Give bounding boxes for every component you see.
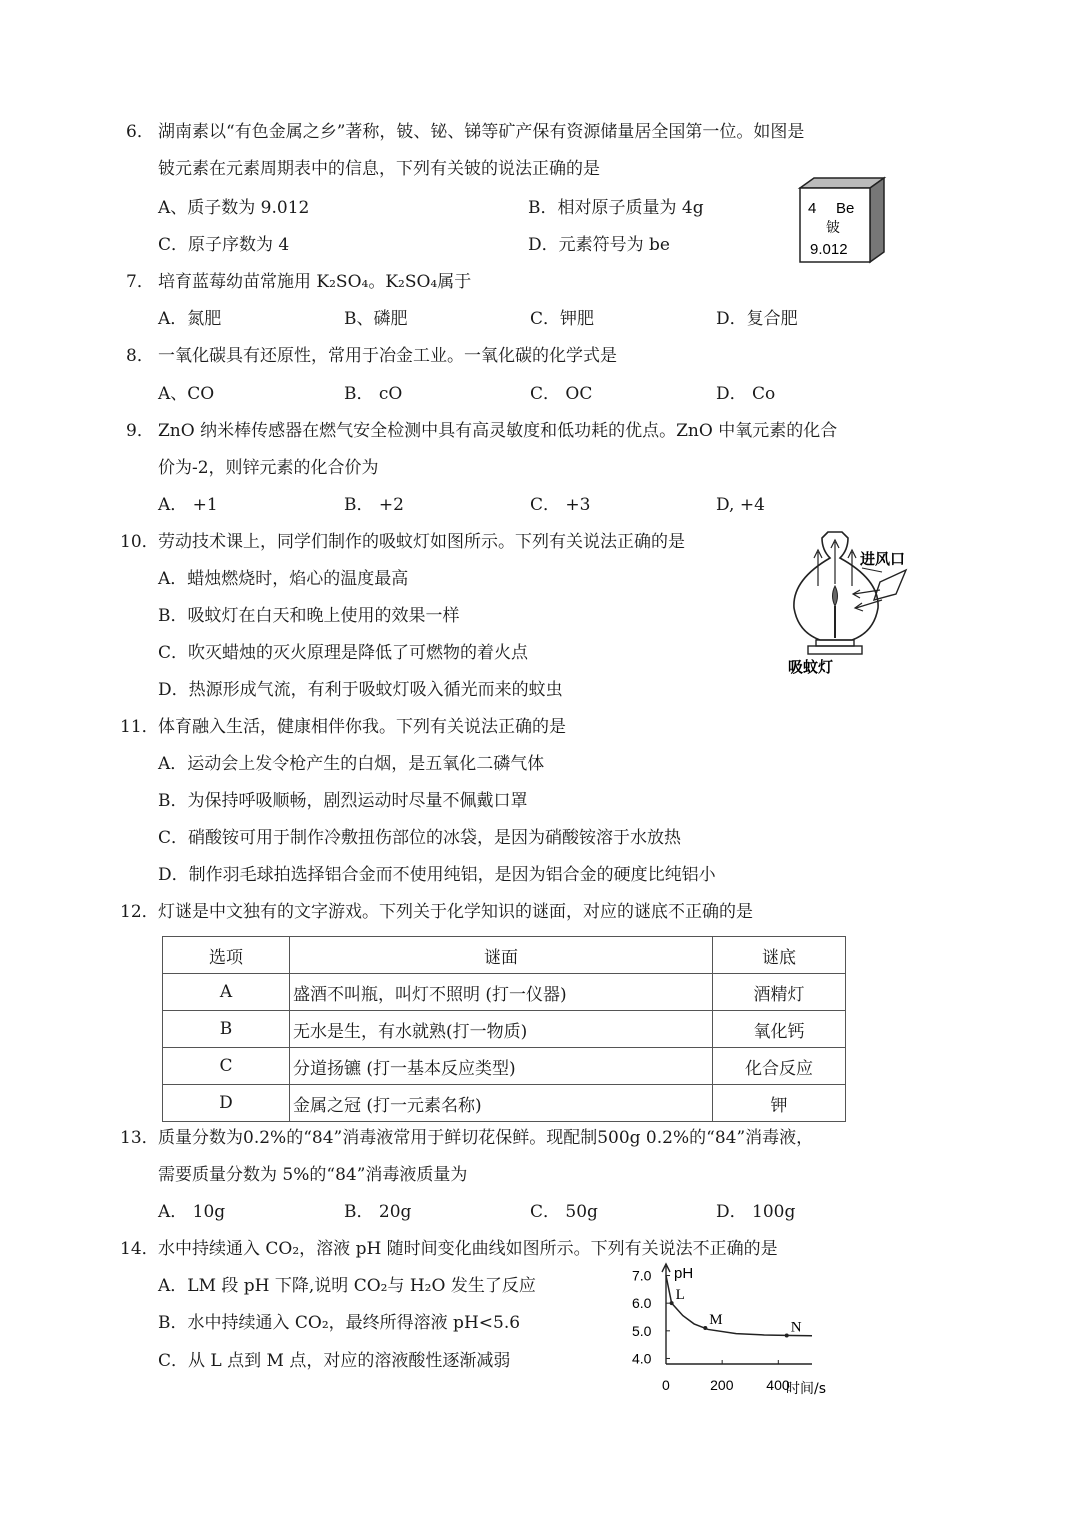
q9-option-c: C． +3	[530, 495, 591, 515]
q11-number: 11．	[120, 717, 159, 737]
q9-option-a: A． +1	[158, 495, 218, 515]
row-riddle: 金属之冠 (打一元素名称)	[290, 1085, 713, 1122]
row-riddle: 无水是生，有水就熟(打一物质)	[290, 1011, 713, 1048]
q6-option-a: A、质子数为 9.012	[158, 198, 310, 218]
q7-stem: 培育蓝莓幼苗常施用 K₂SO₄。K₂SO₄属于	[158, 272, 472, 292]
point-label-n: N	[790, 1319, 802, 1336]
element-mass: 9.012	[810, 241, 848, 258]
x-axis-label: 时间/s	[786, 1381, 827, 1397]
point-n	[785, 1334, 789, 1338]
q9-option-d: D, +4	[716, 495, 765, 515]
q10-option-d: D．热源形成气流，有利于吸蚊灯吸入循光而来的蚊虫	[158, 680, 563, 700]
lamp-inlet-label: 进风口	[860, 550, 906, 568]
q11-stem: 体育融入生活，健康相伴你我。下列有关说法正确的是	[158, 717, 566, 737]
q8-option-c: C． OC	[530, 384, 593, 404]
row-answer: 钾	[713, 1085, 846, 1122]
q12-number: 12．	[120, 902, 159, 922]
ph-time-chart	[620, 1260, 850, 1400]
table-row	[163, 1085, 846, 1122]
q14-option-a: A．LM 段 pH 下降,说明 CO₂与 H₂O 发生了反应	[158, 1276, 536, 1296]
point-label-l: L	[675, 1287, 685, 1304]
q6-stem-line2: 铍元素在元素周期表中的信息，下列有关铍的说法正确的是	[158, 159, 600, 179]
row-riddle: 盛酒不叫瓶，叫灯不照明 (打一仪器)	[290, 974, 713, 1011]
y-tick-label: 5.0	[632, 1322, 652, 1339]
q8-option-b: B． cO	[344, 384, 403, 404]
q7-option-b: B、磷肥	[344, 309, 408, 329]
table-row	[163, 1048, 846, 1085]
riddle-table-header	[163, 937, 846, 974]
q13-number: 13．	[120, 1128, 159, 1148]
q14-option-c: C．从 L 点到 M 点，对应的溶液酸性逐渐减弱	[158, 1351, 511, 1371]
q6-number: 6．	[126, 122, 154, 142]
q7-option-c: C．钾肥	[530, 309, 595, 329]
q6-stem-line1: 湖南素以“有色金属之乡”著称，铍、铋、锑等矿产保有资源储量居全国第一位。如图是	[158, 122, 805, 142]
element-atomic-number: 4	[808, 200, 817, 217]
q11-option-b: B．为保持呼吸顺畅，剧烈运动时尽量不佩戴口罩	[158, 791, 528, 811]
header-option: 选项	[163, 937, 290, 974]
q6-option-d: D．元素符号为 be	[528, 235, 670, 255]
q9-stem-line2: 价为-2，则锌元素的化合价为	[158, 458, 379, 478]
q13-option-c: C． 50g	[530, 1202, 598, 1222]
header-answer: 谜底	[713, 937, 846, 974]
row-answer: 氧化钙	[713, 1011, 846, 1048]
y-tick-label: 4.0	[632, 1350, 652, 1367]
riddle-table	[162, 936, 846, 1122]
row-answer: 化合反应	[713, 1048, 846, 1085]
row-option: C	[163, 1048, 290, 1085]
q13-option-a: A． 10g	[158, 1202, 226, 1222]
q13-stem-line2: 需要质量分数为 5%的“84”消毒液质量为	[158, 1165, 468, 1185]
q9-number: 9．	[126, 421, 154, 441]
row-option: A	[163, 974, 290, 1011]
x-tick-label: 0	[662, 1377, 670, 1393]
beryllium-element-card	[796, 174, 892, 266]
q8-option-d: D． Co	[716, 384, 776, 404]
q8-option-a: A、CO	[158, 384, 215, 404]
q6-option-c: C．原子序数为 4	[158, 235, 290, 255]
q10-option-a: A．蜡烛燃烧时，焰心的温度最高	[158, 569, 409, 589]
q13-stem-line1: 质量分数为0.2%的“84”消毒液常用于鲜切花保鲜。现配制500g 0.2%的“84”消毒液，	[158, 1128, 814, 1148]
q10-option-c: C．吹灭蜡烛的灭火原理是降低了可燃物的着火点	[158, 643, 529, 663]
q9-stem-line1: ZnO 纳米棒传感器在燃气安全检测中具有高灵敏度和低功耗的优点。ZnO 中氧元素的化合	[158, 421, 838, 441]
q11-option-a: A．运动会上发令枪产生的白烟，是五氧化二磷气体	[158, 754, 545, 774]
point-l	[670, 1301, 674, 1305]
q9-option-b: B． +2	[344, 495, 404, 515]
q7-number: 7．	[126, 272, 154, 292]
q10-number: 10．	[120, 532, 159, 552]
point-m	[703, 1326, 707, 1330]
q11-option-c: C．硝酸铵可用于制作冷敷扭伤部位的冰袋，是因为硝酸铵溶于水放热	[158, 828, 682, 848]
row-option: B	[163, 1011, 290, 1048]
q12-stem: 灯谜是中文独有的文字游戏。下列关于化学知识的谜面，对应的谜底不正确的是	[158, 902, 753, 922]
q7-option-a: A．氮肥	[158, 309, 222, 329]
element-symbol: Be	[836, 200, 855, 217]
x-tick-label: 200	[710, 1377, 734, 1393]
row-riddle: 分道扬镳 (打一基本反应类型)	[290, 1048, 713, 1085]
q13-option-d: D． 100g	[716, 1202, 796, 1222]
y-tick-label: 6.0	[632, 1295, 652, 1312]
mosquito-lamp-figure	[778, 528, 918, 674]
element-name: 铍	[826, 220, 840, 236]
row-option: D	[163, 1085, 290, 1122]
header-riddle: 谜面	[290, 937, 713, 974]
table-row	[163, 974, 846, 1011]
q10-stem: 劳动技术课上，同学们制作的吸蚊灯如图所示。下列有关说法正确的是	[158, 532, 685, 552]
q10-option-b: B．吸蚊灯在白天和晚上使用的效果一样	[158, 606, 460, 626]
q11-option-d: D．制作羽毛球拍选择铝合金而不使用纯铝，是因为铝合金的硬度比纯铝小	[158, 865, 716, 885]
q14-stem: 水中持续通入 CO₂，溶液 pH 随时间变化曲线如图所示。下列有关说法不正确的是	[158, 1239, 778, 1259]
row-answer: 酒精灯	[713, 974, 846, 1011]
table-row	[163, 1011, 846, 1048]
lamp-caption: 吸蚊灯	[788, 658, 834, 674]
q7-option-d: D．复合肥	[716, 309, 798, 329]
q13-option-b: B． 20g	[344, 1202, 412, 1222]
q8-stem: 一氧化碳具有还原性，常用于冶金工业。一氧化碳的化学式是	[158, 346, 617, 366]
q14-option-b: B．水中持续通入 CO₂，最终所得溶液 pH<5.6	[158, 1313, 521, 1333]
y-tick-label: 7.0	[632, 1267, 652, 1284]
q14-number: 14．	[120, 1239, 159, 1259]
x-tick-label: 400	[766, 1377, 790, 1393]
y-axis-label: pH	[674, 1265, 694, 1282]
chart-marks	[632, 1268, 812, 1393]
q8-number: 8．	[126, 346, 154, 366]
q6-option-b: B．相对原子质量为 4g	[528, 198, 704, 218]
point-label-m: M	[709, 1312, 723, 1329]
